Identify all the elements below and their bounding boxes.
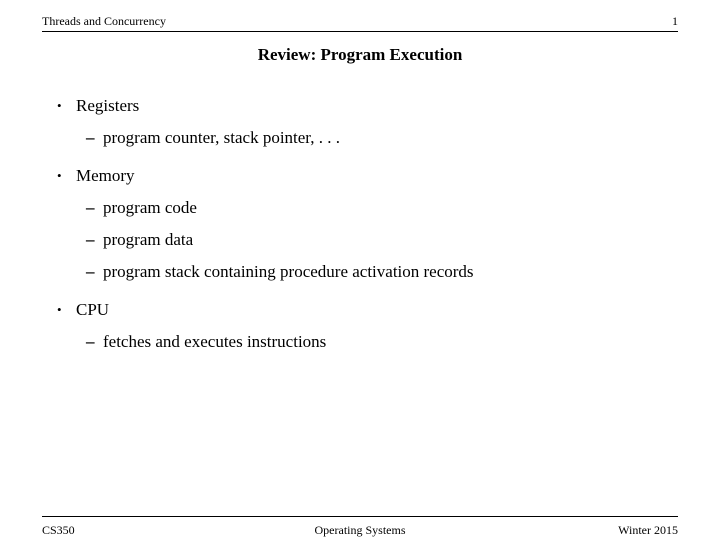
sub-item-label: program counter, stack pointer, . . . bbox=[103, 128, 341, 147]
sub-item bbox=[57, 228, 677, 252]
slide-footer bbox=[42, 516, 678, 541]
dash-icon: – bbox=[86, 198, 95, 217]
header-page-number: 1 bbox=[672, 14, 678, 28]
header-section-title: Threads and Concurrency bbox=[42, 14, 166, 28]
dash-icon: – bbox=[86, 128, 95, 147]
slide-title: Review: Program Execution bbox=[257, 45, 463, 64]
bullet-icon: • bbox=[57, 98, 62, 113]
bullet-label: Memory bbox=[76, 166, 135, 185]
bullet-group-cpu bbox=[57, 298, 677, 354]
footer-course: CS350 bbox=[42, 523, 75, 537]
dash-icon: – bbox=[86, 230, 95, 249]
dash-icon: – bbox=[86, 262, 95, 281]
bullet-group-registers bbox=[57, 94, 677, 150]
bullet-icon: • bbox=[57, 168, 62, 183]
slide-header bbox=[42, 12, 678, 32]
sub-item bbox=[57, 260, 677, 284]
sub-item-label: program code bbox=[103, 198, 197, 217]
bullet-label: CPU bbox=[76, 300, 110, 319]
bullet-label: Registers bbox=[76, 96, 140, 115]
sub-item bbox=[57, 196, 677, 220]
sub-item-label: program stack containing procedure activation records bbox=[103, 262, 474, 281]
slide-content bbox=[57, 94, 677, 368]
dash-icon: – bbox=[86, 332, 95, 351]
bullet-item bbox=[57, 94, 677, 118]
bullet-item bbox=[57, 164, 677, 188]
sub-item bbox=[57, 126, 677, 150]
footer-subject: Operating Systems bbox=[314, 523, 406, 537]
sub-item-label: fetches and executes instructions bbox=[103, 332, 327, 351]
bullet-group-memory bbox=[57, 164, 677, 284]
bullet-item bbox=[57, 298, 677, 322]
sub-item bbox=[57, 330, 677, 354]
sub-item-label: program data bbox=[103, 230, 194, 249]
bullet-icon: • bbox=[57, 302, 62, 317]
footer-term: Winter 2015 bbox=[618, 523, 678, 537]
